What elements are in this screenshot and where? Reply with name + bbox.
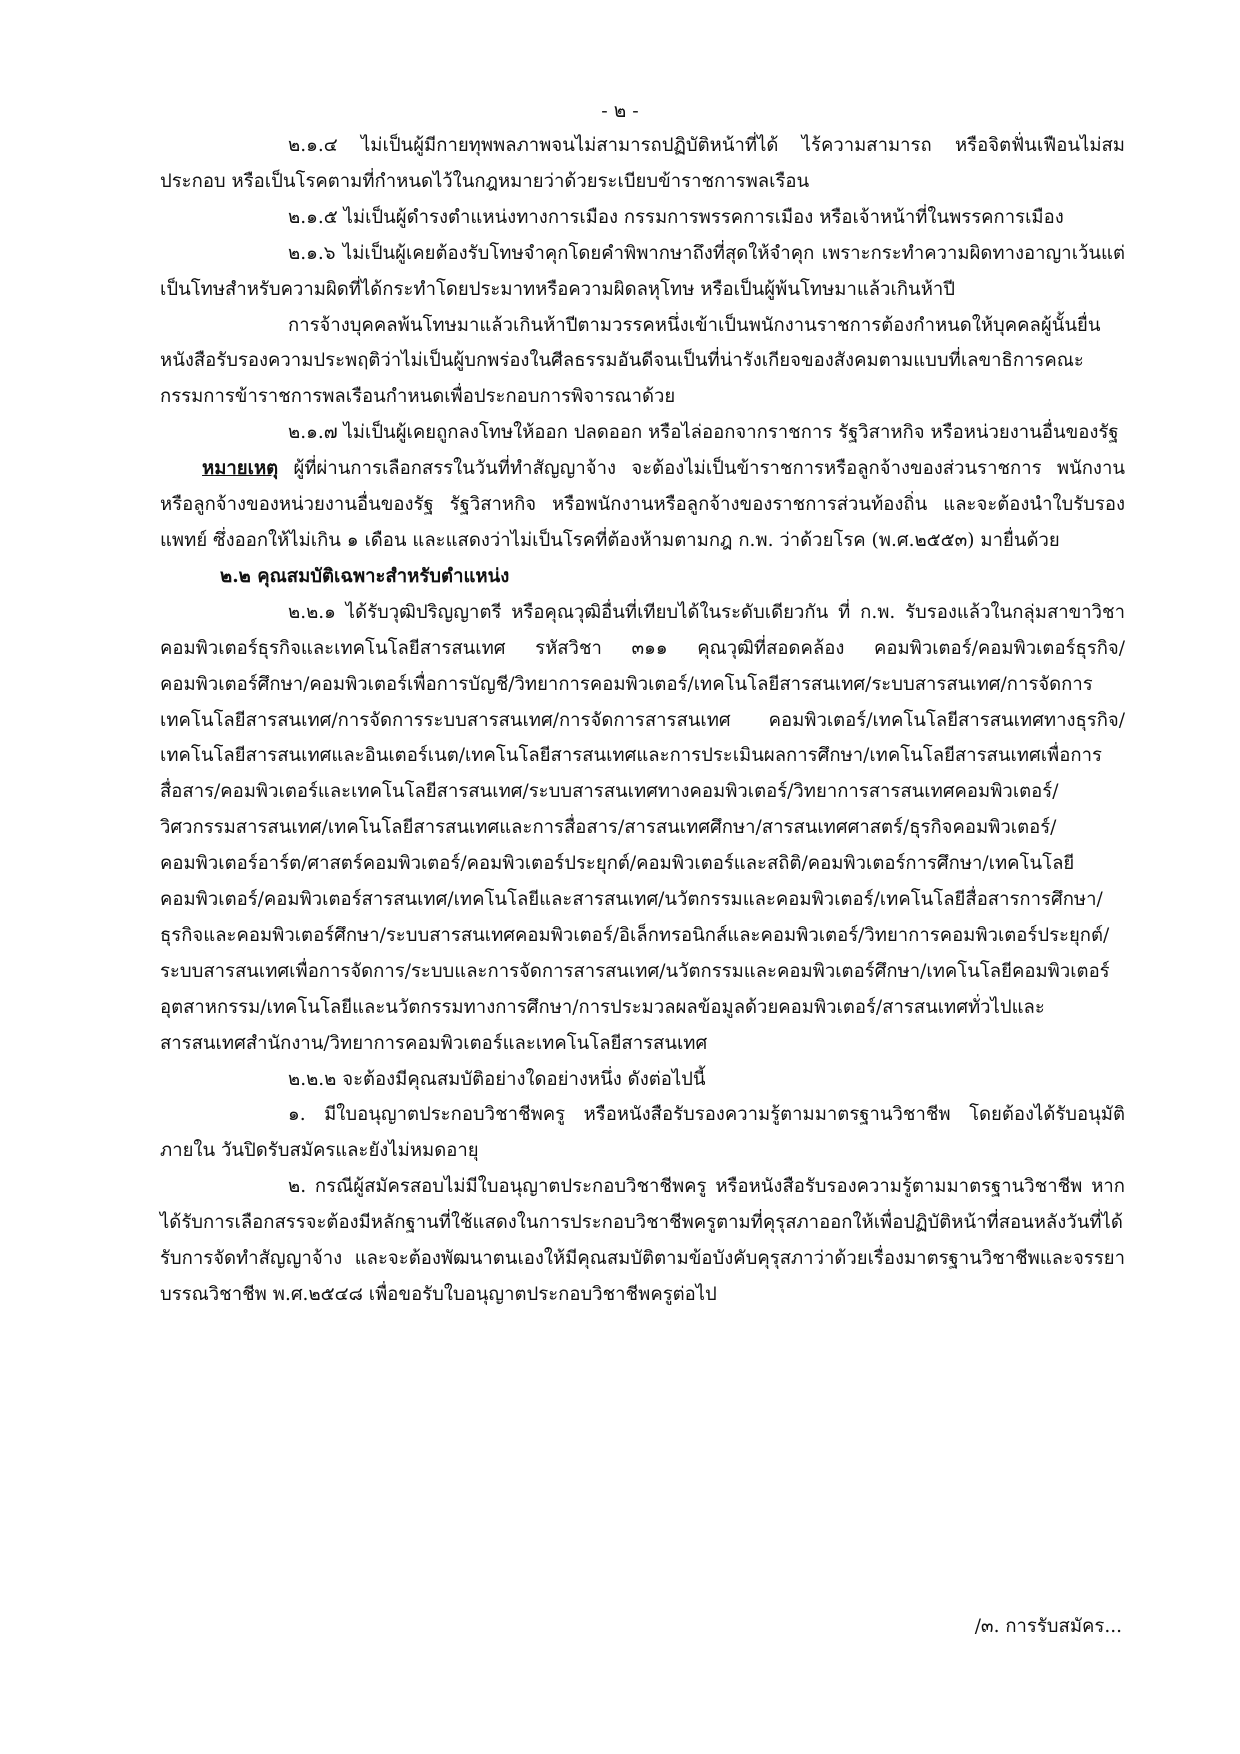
clause-2-1-7: ๒.๑.๗ ไม่เป็นผู้เคยถูกลงโทษให้ออก ปลดออก หรือไล่ออกจากราชการ รัฐวิสาหกิจ หรือหน่วยงานอื่นของรัฐ (288, 422, 1119, 444)
continuation-marker: /๓. การรับสมัคร... (974, 1616, 1122, 1637)
section-2-2-title: ๒.๒ คุณสมบัติเฉพาะสำหรับตำแหน่ง (220, 565, 510, 587)
page-number: - ๒ - (601, 100, 639, 122)
clause-2-2-1: ๒.๒.๑ ได้รับวุฒิปริญญาตรี หรือคุณวุฒิอื่นที่เทียบได้ในระดับเดียวกัน ที่ ก.พ. รับรองแล้วในกลุ่มสาขาวิชาคอมพิวเตอร์ธุรกิจและเทคโนโลยีสารสนเทศ รหัสวิชา ๓๑๑ คุณวุฒิที่สอดคล้อง คอมพิวเตอร์/คอมพิวเตอร์ธุรกิจ/คอมพิวเตอร์ศึกษา/คอมพิวเตอร์เพื่อการบัญชี/วิทยาการคอมพิวเตอร์/เทคโนโลยีสารสนเทศ/ระบบสารสนเทศ/การจัดการเทคโนโลยีสารสนเทศ/การจัดการระบบสารสนเทศ/การจัดการสารสนเทศ คอมพิวเตอร์/เทคโนโลยีสารสนเทศทางธุรกิจ/เทคโนโลยีสารสนเทศและอินเตอร์เนต/เทคโนโลยีสารสนเทศและการประเมินผลการศึกษา/เทคโนโลยีสารสนเทศเพื่อการสื่อสาร/คอมพิวเตอร์และเทคโนโลยีสารสนเทศ/ระบบสารสนเทศทางคอมพิวเตอร์/วิทยาการสารสนเทศคอมพิวเตอร์/วิศวกรรมสารสนเทศ/เทคโนโลยีสารสนเทศและการสื่อสาร/สารสนเทศศึกษา/สารสนเทศศาสตร์/ธุรกิจคอมพิวเตอร์/คอมพิวเตอร์อาร์ต/ศาสตร์คอมพิวเตอร์/คอมพิวเตอร์ประยุกต์/คอมพิวเตอร์และสถิติ/คอมพิวเตอร์การศึกษา/เทคโนโลยีคอมพิวเตอร์/คอมพิวเตอร์สารสนเทศ/เทคโนโลยีและสารสนเทศ/นวัตกรรมและคอมพิวเตอร์/เทคโนโลยีสื่อสารการศึกษา/ธุรกิจและคอมพิวเตอร์ศึกษา/ระบบสารสนเทศคอมพิวเตอร์/อิเล็กทรอนิกส์และคอมพิวเตอร์/วิทยาการคอมพิวเตอร์ประยุกต์/ระบบสารสนเทศเพื่อการจัดการ/ระบบและการจัดการสารสนเทศ/นวัตกรรมและคอมพิวเตอร์ศึกษา/เทคโนโลยีคอมพิวเตอร์อุตสาหกรรม/เทคโนโลยีและนวัตกรรมทางการศึกษา/การประมวลผลข้อมูลด้วยคอมพิวเตอร์/สารสนเทศทั่วไปและสารสนเทศสำนักงาน/วิทยาการคอมพิวเตอร์และเทคโนโลยีสารสนเทศ (160, 601, 1125, 1054)
clause-2-1-6-paragraph-2: การจ้างบุคคลพ้นโทษมาแล้วเกินห้าปีตามวรรคหนึ่งเข้าเป็นพนักงานราชการต้องกำหนดให้บุคคลผู้นั้นยื่นหนังสือรับรองความประพฤติว่าไม่เป็นผู้บกพร่องในศีลธรรมอันดีจนเป็นที่น่ารังเกียจของสังคมตามแบบที่เลขาธิการคณะกรรมการข้าราชการพลเรือนกำหนดเพื่อประกอบการพิจารณาด้วย (160, 314, 1101, 408)
clause-2-1-5: ๒.๑.๕ ไม่เป็นผู้ดำรงตำแหน่งทางการเมือง กรรมการพรรคการเมือง หรือเจ้าหน้าที่ในพรรคการเมือง (288, 206, 1064, 228)
requirement-item-2: ๒. กรณีผู้สมัครสอบไม่มีใบอนุญาตประกอบวิชาชีพครู หรือหนังสือรับรองความรู้ตามมาตรฐานวิชาชีพ หากได้รับการเลือกสรรจะต้องมีหลักฐานที่ใช้แสดงในการประกอบวิชาชีพครูตามที่คุรุสภาออกให้เพื่อปฏิบัติหน้าที่สอนหลังวันที่ได้รับการจัดทำสัญญาจ้าง และจะต้องพัฒนาตนเองให้มีคุณสมบัติตามข้อบังคับคุรุสภาว่าด้วยเรื่องมาตรฐานวิชาชีพและจรรยาบรรณวิชาชีพ พ.ศ.๒๕๔๘ เพื่อขอรับใบอนุญาตประกอบวิชาชีพครูต่อไป (160, 1176, 1125, 1305)
clause-2-2-2: ๒.๒.๒ จะต้องมีคุณสมบัติอย่างใดอย่างหนึ่ง ดังต่อไปนี้ (288, 1068, 706, 1090)
clause-2-1-6: ๒.๑.๖ ไม่เป็นผู้เคยต้องรับโทษจำคุกโดยคำพิพากษาถึงที่สุดให้จำคุก เพราะกระทำความผิดทางอาญาเว้นแต่เป็นโทษสำหรับความผิดที่ได้กระทำโดยประมาทหรือความผิดลหุโทษ หรือเป็นผู้พ้นโทษมาแล้วเกินห้าปี (160, 242, 1125, 300)
note-paragraph (160, 451, 1125, 559)
requirement-item-1: ๑. มีใบอนุญาตประกอบวิชาชีพครู หรือหนังสือรับรองความรู้ตามมาตรฐานวิชาชีพ โดยต้องได้รับอนุมัติภายใน วันปิดรับสมัครและยังไม่หมดอายุ (160, 1104, 1125, 1162)
note-text: ผู้ที่ผ่านการเลือกสรรในวันที่ทำสัญญาจ้าง จะต้องไม่เป็นข้าราชการหรือลูกจ้างของส่วนราชการ พนักงานหรือลูกจ้างของหน่วยงานอื่นของรัฐ รัฐวิสาหกิจ หรือพนักงานหรือลูกจ้างของราชการส่วนท้องถิ่น และจะต้องนำใบรับรองแพทย์ ซึ่งออกให้ไม่เกิน ๑ เดือน และแสดงว่าไม่เป็นโรคที่ต้องห้ามตามกฎ ก.พ. ว่าด้วยโรค (พ.ศ.๒๕๕๓) มายื่นด้วย (160, 458, 1125, 551)
note-label: หมายเหตุ (202, 458, 279, 480)
clause-2-1-4: ๒.๑.๔ ไม่เป็นผู้มีกายทุพพลภาพจนไม่สามารถปฏิบัติหน้าที่ได้ ไร้ความสามารถ หรือจิตฟั่นเฟือนไม่สมประกอบ หรือเป็นโรคตามที่กำหนดไว้ในกฎหมายว่าด้วยระเบียบข้าราชการพลเรือน (160, 135, 1125, 192)
document-body (160, 128, 1125, 1313)
